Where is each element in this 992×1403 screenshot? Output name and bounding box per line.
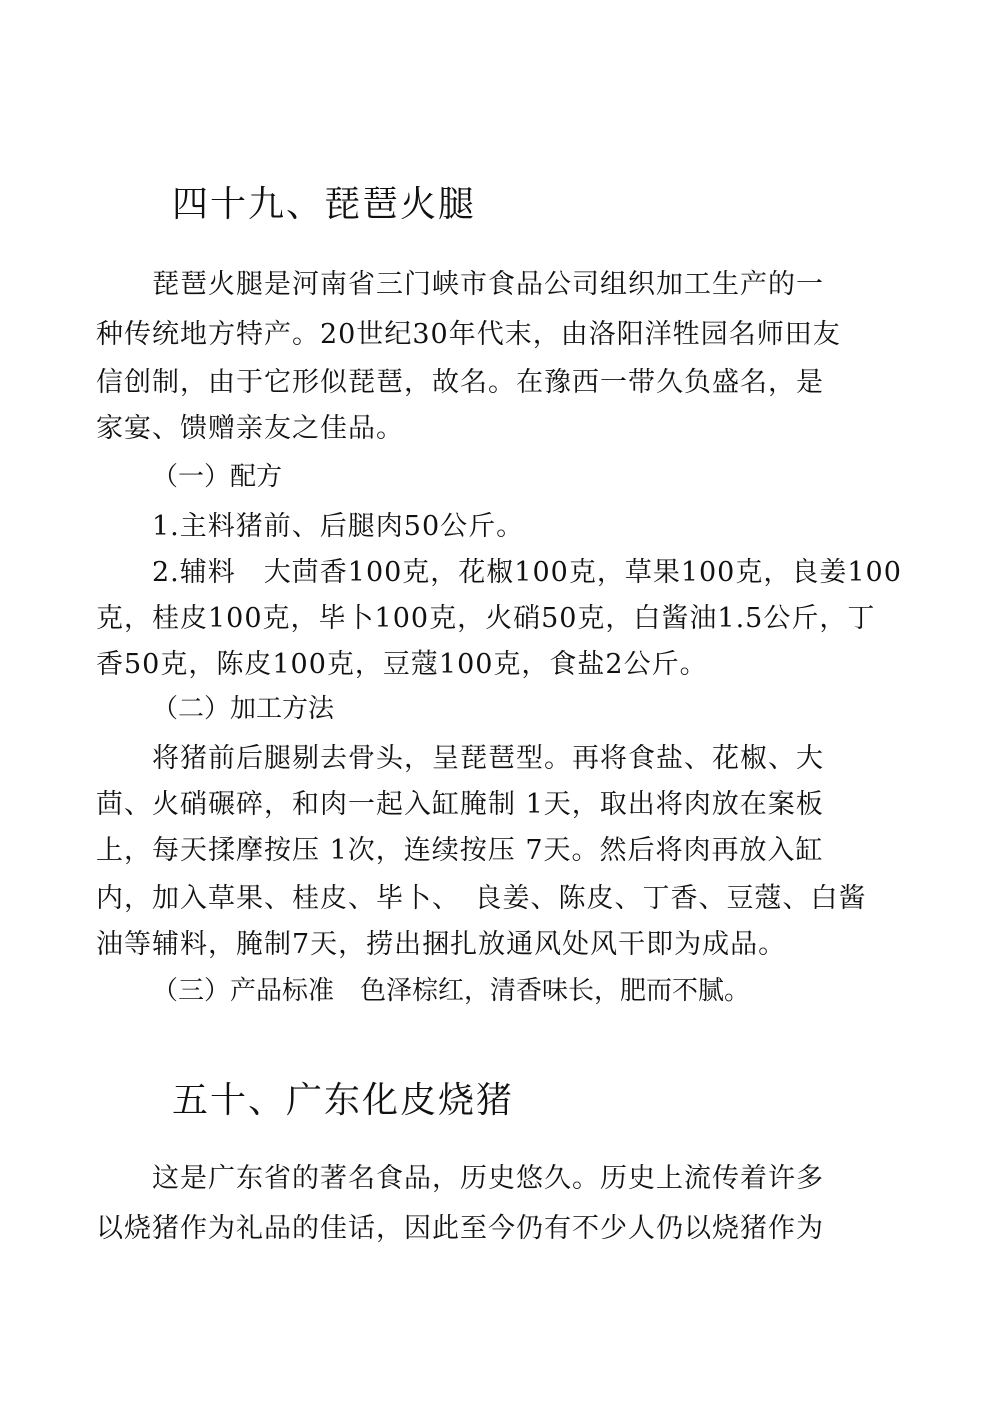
method-heading: （二）加工方法: [152, 694, 335, 724]
method-line-3: 上，每天揉摩按压 1次，连续按压 7天。然后将肉再放入缸: [96, 835, 824, 866]
formula-line-1: 1.主料猪前、后腿肉50公斤。: [152, 511, 525, 542]
section-50-title: 五十、广东化皮烧猪: [172, 1080, 515, 1121]
section-50-intro-line-2: 以烧猪作为礼品的佳话，因此至今仍有不少人仍以烧猪作为: [96, 1213, 824, 1244]
formula-heading: （一）配方: [152, 462, 283, 492]
section-50-intro-line-1: 这是广东省的著名食品，历史悠久。历史上流传着许多: [152, 1163, 824, 1194]
formula-line-3: 克，桂皮100克，毕卜100克，火硝50克，白酱油1.5公斤，丁: [96, 603, 876, 634]
section-49-intro-line-3: 信创制，由于它形似琵琶，故名。在豫西一带久负盛名，是: [96, 367, 824, 398]
method-line-2: 茴、火硝碾碎，和肉一起入缸腌制 1天，取出将肉放在案板: [96, 789, 824, 820]
method-line-4: 内，加入草果、桂皮、毕卜、 良姜、陈皮、丁香、豆蔻、白酱: [96, 883, 867, 914]
method-line-1: 将猪前后腿剔去骨头，呈琵琶型。再将食盐、花椒、大: [152, 743, 824, 774]
section-49-intro-line-1: 琵琶火腿是河南省三门峡市食品公司组织加工生产的一: [152, 269, 824, 300]
method-line-5: 油等辅料，腌制7天，捞出捆扎放通风处风干即为成品。: [96, 929, 787, 960]
section-49-intro-line-2: 种传统地方特产。20世纪30年代末，由洛阳洋牲园名师田友: [96, 319, 841, 350]
product-standard: （三）产品标准 色泽棕红，清香味长，肥而不腻。: [152, 976, 751, 1006]
formula-line-2: 2.辅料 大茴香100克，花椒100克，草果100克，良姜100: [152, 557, 902, 588]
section-49-intro-line-4: 家宴、馈赠亲友之佳品。: [96, 413, 404, 444]
section-49-title: 四十九、琵琶火腿: [172, 184, 477, 225]
formula-line-4: 香50克，陈皮100克，豆蔻100克，食盐2公斤。: [96, 649, 708, 680]
